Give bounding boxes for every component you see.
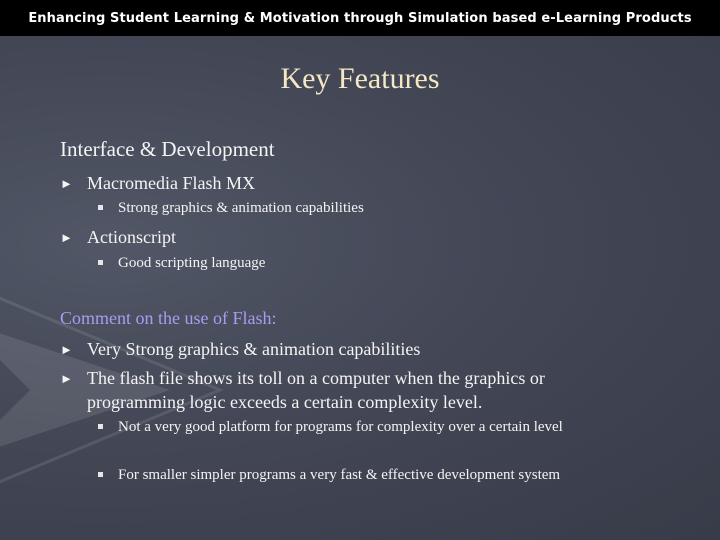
header-title: Enhancing Student Learning & Motivation through Simulation based e-Learning Products [28,10,692,26]
bullet-item [60,337,642,361]
sub-bullet-text: For smaller simpler programs a very fast & effective development system [118,467,561,483]
bullet-arrow-icon: ► [60,371,73,386]
bullet-text: Actionscript [87,227,176,247]
bullet-arrow-icon: ► [60,176,73,191]
header-bar [0,0,720,36]
sub-bullet-text: Not a very good platform for programs for complexity over a certain level [118,419,563,435]
bullet-item [60,171,642,195]
bullet-item [60,366,642,414]
bullet-text: The flash file shows its toll on a computer when the graphics or programming logic exceeds a certain complexity level. [87,368,545,412]
square-bullet-icon [98,260,103,265]
bullet-text: Macromedia Flash MX [87,173,255,193]
bullet-arrow-icon: ► [60,342,73,357]
sub-bullet-item [98,465,638,486]
sub-bullet-item [98,198,638,219]
sub-bullet-item [98,253,638,274]
comment-heading: Comment on the use of Flash: [60,308,277,328]
bullet-text: Very Strong graphics & animation capabilities [87,339,421,359]
sub-bullet-text: Strong graphics & animation capabilities [118,200,364,216]
bullet-item [60,225,642,249]
sub-bullet-item [98,417,638,438]
square-bullet-icon [98,205,103,210]
slide-title: Key Features [280,62,440,95]
bullet-arrow-icon: ► [60,230,73,245]
square-bullet-icon [98,472,103,477]
sub-bullet-text: Good scripting language [118,255,266,271]
section-heading: Interface & Development [60,137,275,161]
square-bullet-icon [98,424,103,429]
